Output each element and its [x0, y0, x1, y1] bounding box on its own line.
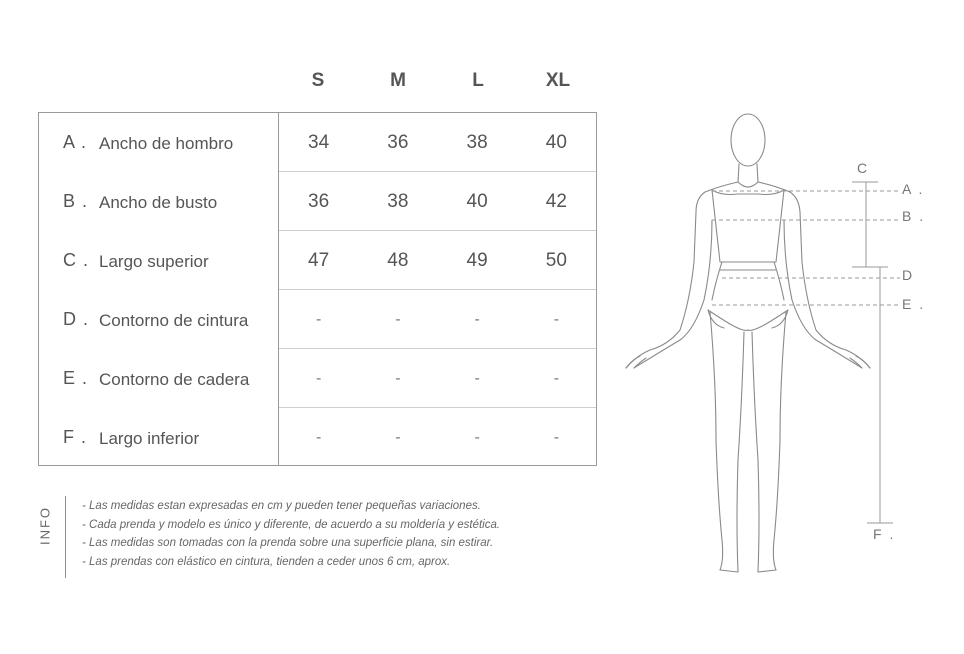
cell-value: 40	[466, 191, 488, 212]
cell-value: -	[474, 311, 480, 328]
body-figure	[610, 100, 950, 590]
cell-value: 49	[466, 250, 488, 271]
head-outline	[731, 114, 765, 166]
size-table	[38, 112, 597, 466]
cell-value: 48	[387, 250, 409, 271]
mark-d: D	[902, 267, 915, 283]
cell-value: -	[553, 311, 560, 328]
cell-value: 50	[545, 250, 567, 271]
row-label: Largo superior	[99, 252, 209, 271]
row-label: Ancho de hombro	[99, 134, 234, 153]
row-label: Contorno de cadera	[99, 370, 250, 389]
table-row	[39, 231, 596, 290]
cell-value: -	[395, 429, 401, 446]
cell-value: -	[395, 311, 401, 328]
row-letter: A .	[63, 132, 88, 152]
info-bar	[65, 496, 66, 578]
row-letter: D .	[63, 309, 90, 329]
cell-value: 42	[545, 191, 567, 212]
row-letter: C .	[63, 250, 90, 270]
row-label: Largo inferior	[99, 429, 200, 448]
size-header	[278, 70, 598, 96]
cell-value: 36	[308, 191, 330, 212]
cell-value: 47	[308, 250, 330, 271]
table-row	[39, 349, 596, 408]
table-row	[39, 113, 596, 172]
row-letter: B .	[63, 191, 89, 211]
info-note: - Cada prenda y modelo es único y diferente, de acuerdo a su moldería y estética.	[82, 518, 501, 531]
row-label: Contorno de cintura	[99, 311, 249, 330]
size-l: L	[472, 70, 484, 91]
cell-value: 36	[387, 132, 409, 153]
size-s: S	[311, 70, 325, 91]
cell-value: 34	[308, 132, 330, 153]
info-label: INFO	[37, 505, 53, 546]
size-m: M	[390, 70, 406, 91]
cell-value: 40	[545, 132, 567, 153]
mark-e: E .	[902, 296, 926, 312]
cell-value: -	[474, 370, 480, 387]
cell-value: -	[474, 429, 480, 446]
mark-c: C	[857, 160, 870, 176]
mark-b: B .	[902, 208, 926, 224]
info-note: - Las medidas estan expresadas en cm y pueden tener pequeñas variaciones.	[82, 500, 481, 512]
mark-f: F .	[873, 526, 896, 542]
info-notes	[82, 497, 500, 571]
table-row	[39, 172, 596, 231]
row-letter: E .	[63, 368, 89, 388]
row-letter: F .	[63, 427, 87, 447]
info-note: - Las medidas son tomadas con la prenda sobre una superficie plana, sin estirar.	[82, 537, 494, 549]
mark-a: A .	[902, 181, 925, 197]
table-row	[39, 408, 596, 467]
cell-value: -	[315, 429, 322, 446]
cell-value: -	[395, 370, 401, 387]
row-label: Ancho de busto	[99, 193, 218, 212]
cell-value: -	[315, 370, 322, 387]
size-xl: XL	[545, 70, 571, 91]
cell-value: -	[553, 429, 560, 446]
cell-value: -	[315, 311, 322, 328]
cell-value: 38	[387, 191, 409, 212]
cell-value: 38	[466, 132, 488, 153]
table-row	[39, 290, 596, 349]
cell-value: -	[553, 370, 560, 387]
info-note: - Las prendas con elástico en cintura, tienden a ceder unos 6 cm, aprox.	[82, 555, 451, 568]
